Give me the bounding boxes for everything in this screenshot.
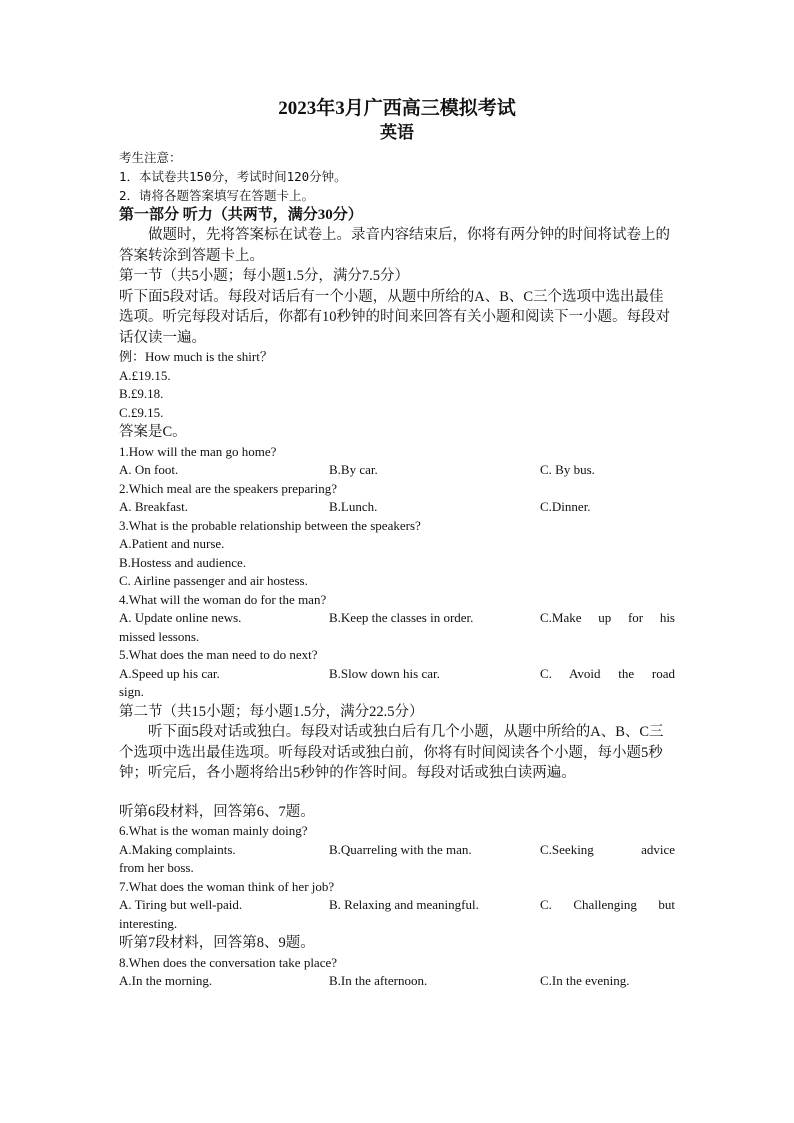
question-options: [119, 665, 675, 684]
option-a: A.In the morning.: [119, 973, 213, 988]
option-c: C.Make up for his: [540, 610, 675, 625]
section1-intro: 听下面5段对话。每段对话后有一个小题，从题中所给的A、B、C三个选项中选出最佳选项。听完每段对话后，你都有10秒钟的时间来回答有关小题和阅读下一小题。每段对话仅读一遍。: [119, 288, 670, 346]
spacer: [119, 784, 675, 802]
option-c: C.Dinner.: [540, 499, 591, 514]
question-options: [119, 461, 675, 480]
option-a: A. Tiring but well-paid.: [119, 897, 243, 912]
option-b: B.Lunch.: [329, 499, 378, 514]
option-c-continued: interesting.: [119, 915, 178, 931]
question-stem: 8.When does the conversation take place?: [119, 954, 338, 970]
example-answer: 答案是C。: [119, 424, 187, 440]
question-stem: 4.What will the woman do for the man?: [119, 591, 327, 607]
option-c: C. Avoid the road: [540, 665, 675, 681]
example-option: C.£9.15.: [119, 404, 164, 420]
part1-heading: 第一部分 听力（共两节，满分30分）: [119, 207, 363, 223]
question-stem: 6.What is the woman mainly doing?: [119, 823, 308, 838]
notice-heading: 考生注意：: [119, 150, 182, 165]
example-option: B.£9.18.: [119, 386, 164, 401]
question-options: [119, 972, 675, 991]
example-option: A.£19.15.: [119, 367, 171, 383]
exam-page: [119, 96, 675, 991]
notice-item: 1．本试卷共150分，考试时间120分钟。: [119, 169, 347, 184]
option-b: B. Relaxing and meaningful.: [329, 897, 479, 912]
question-options: [119, 609, 675, 628]
option-a: A.Making complaints.: [119, 841, 236, 857]
option-b: B.In the afternoon.: [329, 973, 428, 988]
section1-heading: 第一节（共5小题；每小题1.5分，满分7.5分）: [119, 268, 409, 284]
part1-intro: 做题时，先将答案标在试卷上。录音内容结束后，你将有两分钟的时间将试卷上的答案转涂到答题卡上。: [119, 227, 670, 264]
question-stem: 2.Which meal are the speakers preparing?: [119, 480, 338, 496]
group-heading: 听第7段材料，回答第8、9题。: [119, 935, 315, 951]
option-a: A.Speed up his car.: [119, 665, 220, 681]
option-c: C. By bus.: [540, 462, 595, 477]
option-c-continued: sign.: [119, 684, 144, 699]
option-c-continued: missed lessons.: [119, 628, 200, 644]
option-b: B.Quarreling with the man.: [329, 841, 472, 857]
option-b: B.Keep the classes in order.: [329, 610, 474, 625]
option-b: B.Hostess and audience.: [119, 554, 247, 570]
option-c: C. Airline passenger and air hostess.: [119, 573, 308, 588]
option-c-continued: from her boss.: [119, 860, 194, 875]
option-b: B.By car.: [329, 462, 378, 477]
question-stem: 7.What does the woman think of her job?: [119, 878, 335, 894]
option-b: B.Slow down his car.: [329, 665, 440, 681]
option-c: C.In the evening.: [540, 973, 630, 988]
question-stem: 3.What is the probable relationship between the speakers?: [119, 517, 421, 533]
option-c: C.Seeking advice: [540, 841, 675, 857]
notice-item: 2．请将各题答案填写在答题卡上。: [119, 188, 315, 203]
question-stem: 1.How will the man go home?: [119, 443, 277, 459]
question-options: [119, 896, 675, 915]
question-stem: 5.What does the man need to do next?: [119, 647, 318, 662]
option-c: C. Challenging but: [540, 897, 675, 912]
question-options: [119, 841, 675, 860]
option-a: A. Breakfast.: [119, 499, 188, 514]
exam-subject: 英语: [380, 123, 414, 142]
option-a: A. Update online news.: [119, 610, 242, 625]
section2-intro: 听下面5段对话或独白。每段对话或独白后有几个小题，从题中所给的A、B、C三个选项中选出最佳选项。听每段对话或独白前，你将有时间阅读各个小题，每小题5秒钟；听完后，各小题将给出5秒钟的作答时间。每段对话或独白读两遍。: [119, 724, 664, 781]
example-question: 例：How much is the shirt？: [119, 349, 273, 364]
question-options: [119, 498, 675, 517]
exam-title: 2023年3月广西高三模拟考试: [278, 98, 516, 119]
section2-heading: 第二节（共15小题；每小题1.5分，满分22.5分）: [119, 703, 424, 720]
option-a: A. On foot.: [119, 462, 179, 477]
option-a: A.Patient and nurse.: [119, 536, 225, 551]
group-heading: 听第6段材料，回答第6、7题。: [119, 803, 315, 820]
